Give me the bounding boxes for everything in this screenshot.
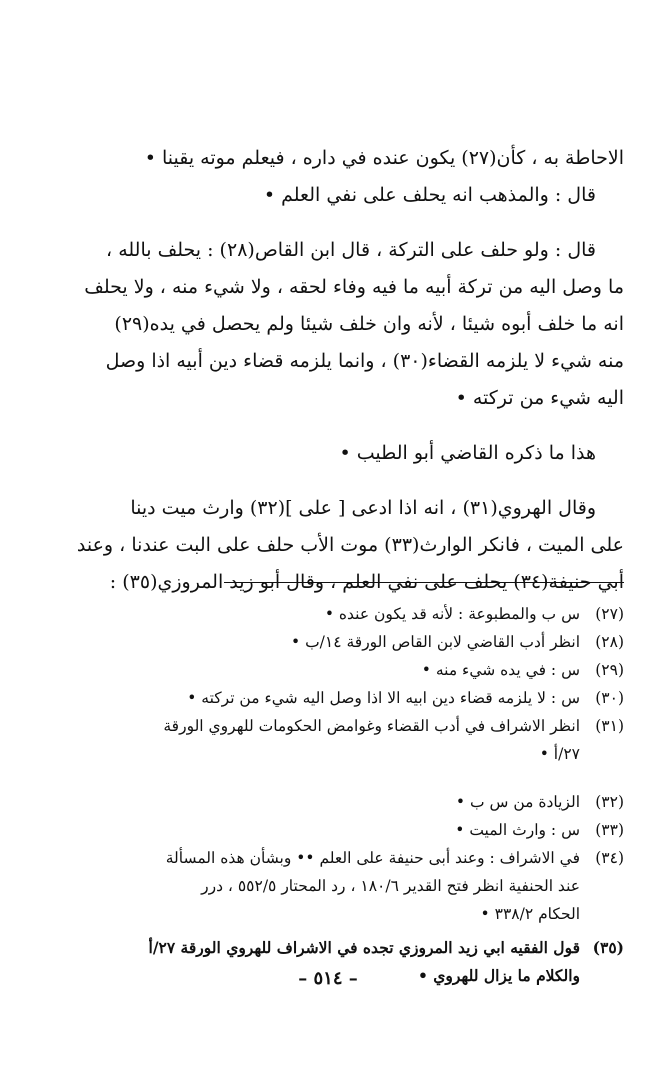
footnote-number: (٣٣) — [595, 821, 624, 839]
footnote — [34, 712, 624, 768]
footnote-text: قول الفقيه ابي زيد المروزي تجده في الاشراف للهروي الورقة ٢٧/أ — [148, 938, 580, 957]
page-number: – ٥١٤ – — [298, 968, 358, 989]
text-line: ما وصل اليه من تركة أبيه ما فيه وفاء لحقه ، ولا شيء منه ، ولا يحلف — [84, 276, 624, 298]
footnote-text: الزيادة من س ب • — [455, 793, 580, 811]
footnote-text: الحكام ٣٣٨/٢ • — [480, 905, 580, 923]
footnote-number: (٢٧) — [595, 605, 624, 623]
footnote — [34, 656, 624, 684]
footnote-text: انظر أدب القاضي لابن القاص الورقة ١٤/ب • — [291, 633, 580, 651]
footnote — [34, 816, 624, 844]
footnote-number: (٣١) — [595, 717, 624, 735]
footnote — [34, 684, 624, 712]
footnote-text: عند الحنفية انظر فتح القدير ١٨٠/٦ ، رد المحتار ٥٥٢/٥ ، درر — [201, 877, 580, 895]
text-line: هذا ما ذكره القاضي أبو الطيب • — [339, 442, 596, 464]
footnote-number: (٣٠) — [595, 689, 624, 707]
text-line: وقال الهروي(٣١) ، انه اذا ادعى [ على ](٣٢) وارث ميت دينا — [130, 497, 596, 519]
text-line: الاحاطة به ، كأن(٢٧) يكون عنده في داره ، فيعلم موته يقينا • — [144, 147, 624, 169]
footnote-number: (٣٤) — [595, 849, 624, 867]
text-line: قال : والمذهب انه يحلف على نفي العلم • — [263, 184, 596, 206]
footnote-text: س ب والمطبوعة : لأنه قد يكون عنده • — [324, 605, 580, 623]
footnote — [34, 844, 624, 928]
footnotes — [34, 600, 624, 990]
text-line: قال : ولو حلف على التركة ، قال ابن القاص(٢٨) : يحلف بالله ، — [106, 239, 596, 261]
footnote — [34, 628, 624, 656]
main-text — [34, 140, 624, 601]
footnote-number: (٢٨) — [595, 633, 624, 651]
text-line: منه شيء لا يلزمه القضاء(٣٠) ، وانما يلزمه قضاء دين أبيه اذا وصل — [105, 350, 624, 372]
text-line: انه ما خلف أبوه شيئا ، لأنه وان خلف شيئا ولم يحصل في يده(٢٩) — [114, 313, 624, 335]
footnote-text: ٢٧/أ • — [539, 745, 580, 763]
text-line: اليه شيء من تركته • — [455, 387, 624, 409]
text-line: على الميت ، فانكر الوارث(٣٣) موت الأب حلف على البت عندنا ، وعند — [76, 534, 624, 556]
footnote-text: س : وارث الميت • — [455, 821, 580, 839]
footnote-number: (٣٢) — [595, 793, 624, 811]
footnote-divider — [224, 582, 624, 583]
footnote-text: في الاشراف : وعند أبى حنيفة على العلم •• وبشأن هذه المسألة — [165, 849, 580, 867]
footnote-text: س : في يده شيء منه • — [421, 661, 580, 679]
footnote-text: والكلام ما يزال للهروي • — [417, 966, 580, 985]
footnote-text: انظر الاشراف في أدب القضاء وغوامض الحكومات للهروي الورقة — [163, 717, 580, 735]
footnote — [34, 788, 624, 816]
footnote-number: (٢٩) — [595, 661, 624, 679]
footnote — [34, 600, 624, 628]
footnote-text: س : لا يلزمه قضاء دين ابيه الا اذا وصل اليه شيء من تركته • — [187, 689, 580, 707]
footnote-number: (٣٥) — [592, 938, 624, 957]
text-line: أبي حنيفة(٣٤) يحلف على نفي العلم ، وقال أبو زيد المروزي(٣٥) : — [109, 571, 624, 593]
